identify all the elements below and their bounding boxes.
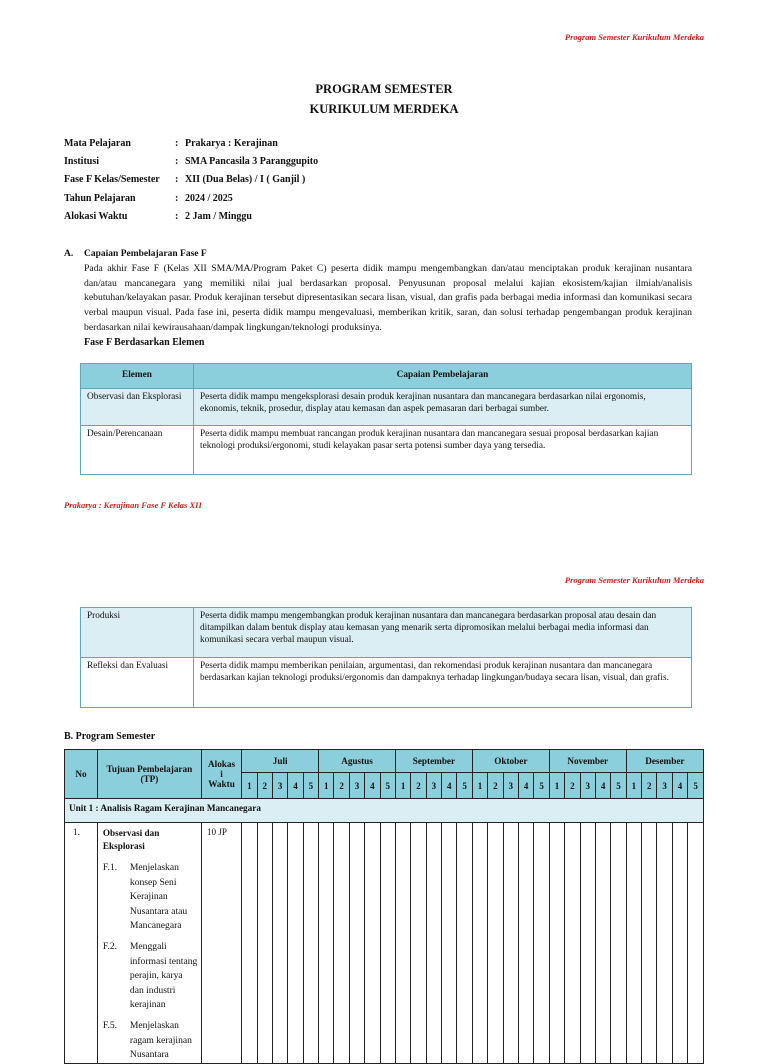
unit-row [65, 799, 704, 823]
row-number: 1. [65, 823, 98, 1064]
info-row: Institusi : SMA Pancasila 3 Paranggupito [64, 156, 318, 174]
info-row: Tahun Pelajaran : 2024 / 2025 [64, 193, 318, 211]
elemen-cell: Observasi dan Eksplorasi [81, 389, 194, 426]
capaian-cell: Peserta didik mampu membuat rancangan produk kerajinan nusantara dan mancanegara sesuai proposal berdasarkan kajian teknologi produksi/ergonomi, studi kelayakan pasar serta potensi sumber daya yang tersedia. [194, 426, 692, 475]
week-cell: 5 [534, 773, 549, 799]
info-label: Mata Pelajaran [64, 138, 131, 149]
info-value: SMA Pancasila 3 Paranggupito [185, 156, 319, 168]
document-info [64, 138, 318, 229]
section-capaian [64, 249, 692, 348]
week-cell: 2 [488, 773, 503, 799]
elemen-cell: Refleksi dan Evaluasi [81, 658, 194, 708]
tp-cell [97, 823, 201, 1064]
month-desember: Desember [626, 750, 703, 773]
section-marker: A. [64, 249, 74, 259]
week-cell: 3 [349, 773, 364, 799]
month-september: September [395, 750, 472, 773]
table-row [81, 389, 692, 426]
elemen-table-continued [80, 607, 692, 708]
week-cell: 4 [595, 773, 610, 799]
col-capaian: Capaian Pembelajaran [194, 364, 692, 389]
capaian-cell: Peserta didik mampu memberikan penilaian, argumentasi, dan rekomendasi produk kerajinan nusantara dan mancanegara berdasarkan kajian teknologi produksi/ergonomis dan dampaknya terhadap lingkungan/budaya secara lisan, visual, dan grafis. [194, 658, 692, 708]
subheading: Fase F Berdasarkan Elemen [84, 336, 205, 348]
tp-item: F.1. Menjelaskan konsep Seni Kerajinan Nusantara atau Mancanegara [102, 862, 188, 932]
info-value: XII (Dua Belas) / I ( Ganjil ) [185, 174, 306, 186]
week-cell: 2 [642, 773, 657, 799]
program-semester-table [64, 749, 704, 1064]
col-no: No [65, 750, 98, 799]
info-row: Fase F Kelas/Semester : XII (Dua Belas) / I ( Ganjil ) [64, 174, 318, 192]
week-cell: 4 [288, 773, 303, 799]
week-cell: 2 [411, 773, 426, 799]
week-cell: 4 [518, 773, 533, 799]
unit-title: Unit 1 : Analisis Ragam Kerajinan Mancanegara [65, 799, 704, 823]
table-row [65, 823, 704, 1064]
tp-item: F.5. Menjelaskan ragam kerajinan Nusantara [102, 1019, 192, 1061]
week-cell: 4 [365, 773, 380, 799]
week-cell: 1 [626, 773, 641, 799]
info-label: Fase F Kelas/Semester [64, 174, 160, 186]
elemen-cell: Desain/Perencanaan [81, 426, 194, 475]
tp-title: Observasi dan Eksplorasi [102, 828, 160, 851]
week-cell: 1 [319, 773, 334, 799]
page-subtitle: KURIKULUM MERDEKA [309, 102, 459, 116]
col-elemen: Elemen [81, 364, 194, 389]
col-alokasi: Alokas i Waktu [201, 750, 241, 799]
col-tujuan: Tujuan Pembelajaran (TP) [97, 750, 201, 799]
week-cell: 5 [457, 773, 472, 799]
week-cell: 4 [672, 773, 687, 799]
page-footer: Prakarya : Kerajinan Fase F Kelas XII [64, 500, 202, 510]
month-agustus: Agustus [319, 750, 396, 773]
section-program-semester: B. Program Semester [64, 731, 156, 742]
section-heading: Capaian Pembelajaran Fase F [84, 249, 207, 259]
week-cell: 2 [257, 773, 272, 799]
page-title: PROGRAM SEMESTER [315, 82, 453, 96]
week-cell: 2 [565, 773, 580, 799]
month-oktober: Oktober [472, 750, 549, 773]
info-label: Alokasi Waktu [64, 210, 128, 222]
info-row: Alokasi Waktu : 2 Jam / Minggu [64, 211, 318, 229]
info-value: 2 Jam / Minggu [185, 210, 252, 222]
table-row [81, 426, 692, 475]
table-row [81, 608, 692, 658]
week-cell: 3 [503, 773, 518, 799]
alokasi-cell: 10 JP [201, 823, 241, 1064]
info-label: Tahun Pelajaran [64, 192, 136, 204]
week-cell: 5 [303, 773, 318, 799]
week-cell: 1 [549, 773, 564, 799]
elemen-cell: Produksi [81, 608, 194, 658]
week-cell: 3 [657, 773, 672, 799]
running-header: Program Semester Kurikulum Merdeka [564, 575, 704, 585]
week-cell: 3 [580, 773, 595, 799]
capaian-cell: Peserta didik mampu mengeksplorasi desain produk kerajinan nusantara dan mancanegara berdasarkan nilai ergonomis, ekonomis, teknik, prosedur, display atau kemasan dan aspek pemasaran dari berbagai sumber. [194, 389, 692, 426]
capaian-cell: Peserta didik mampu mengembangkan produk kerajinan nusantara dan mancanegara berdasarkan proposal atau desain dan ditampilkan dalam bentuk display atau kemasan yang menarik serta dipromosikan melalui berbagai media informasi dan komunikasi secara verbal maupun visual. [194, 608, 692, 658]
elemen-table [80, 363, 692, 475]
week-cell: 5 [380, 773, 395, 799]
month-november: November [549, 750, 626, 773]
week-cell: 1 [395, 773, 410, 799]
info-value: 2024 / 2025 [185, 192, 233, 204]
table-row [81, 658, 692, 708]
week-cell: 5 [688, 773, 704, 799]
week-cell: 1 [242, 773, 257, 799]
info-label: Institusi [64, 156, 100, 168]
tp-item: F.2. Menggali informasi tentang perajin, karya dan industri kerajinan [102, 940, 198, 1011]
week-cell: 3 [426, 773, 441, 799]
week-cell: 2 [334, 773, 349, 799]
week-cell: 3 [272, 773, 287, 799]
info-row: Mata Pelajaran : Prakarya : Kerajinan [64, 138, 318, 156]
week-cell: 5 [611, 773, 626, 799]
capaian-paragraph: Pada akhir Fase F (Kelas XII SMA/MA/Program Paket C) peserta didik mampu mengembangkan dan/atau menciptakan produk kerajinan nusantara dan/atau mancanegara yang memiliki nilai jual berdasarkan proposal. Penyusunan proposal melalui kajian ekosistem/kajian ilmiah/analisis kebutuhan/kelayakan pasar. Produk kerajinan tersebut dipresentasikan secara lisan, visual, dan grafis pada berbagai media informasi dan komunikasi secara verbal maupun visual. Pada fase ini, peserta didik mampu mengevaluasi, memberikan kritik, saran, dan solusi terhadap pengembangan produk kerajinan berdasarkan nilai kewirausahaan/dampak lingkungan/teknologi produksinya. [84, 263, 692, 333]
week-cell: 1 [472, 773, 487, 799]
week-cell: 4 [442, 773, 457, 799]
running-header: Program Semester Kurikulum Merdeka [564, 32, 704, 42]
info-value: Prakarya : Kerajinan [185, 138, 278, 149]
month-juli: Juli [242, 750, 319, 773]
